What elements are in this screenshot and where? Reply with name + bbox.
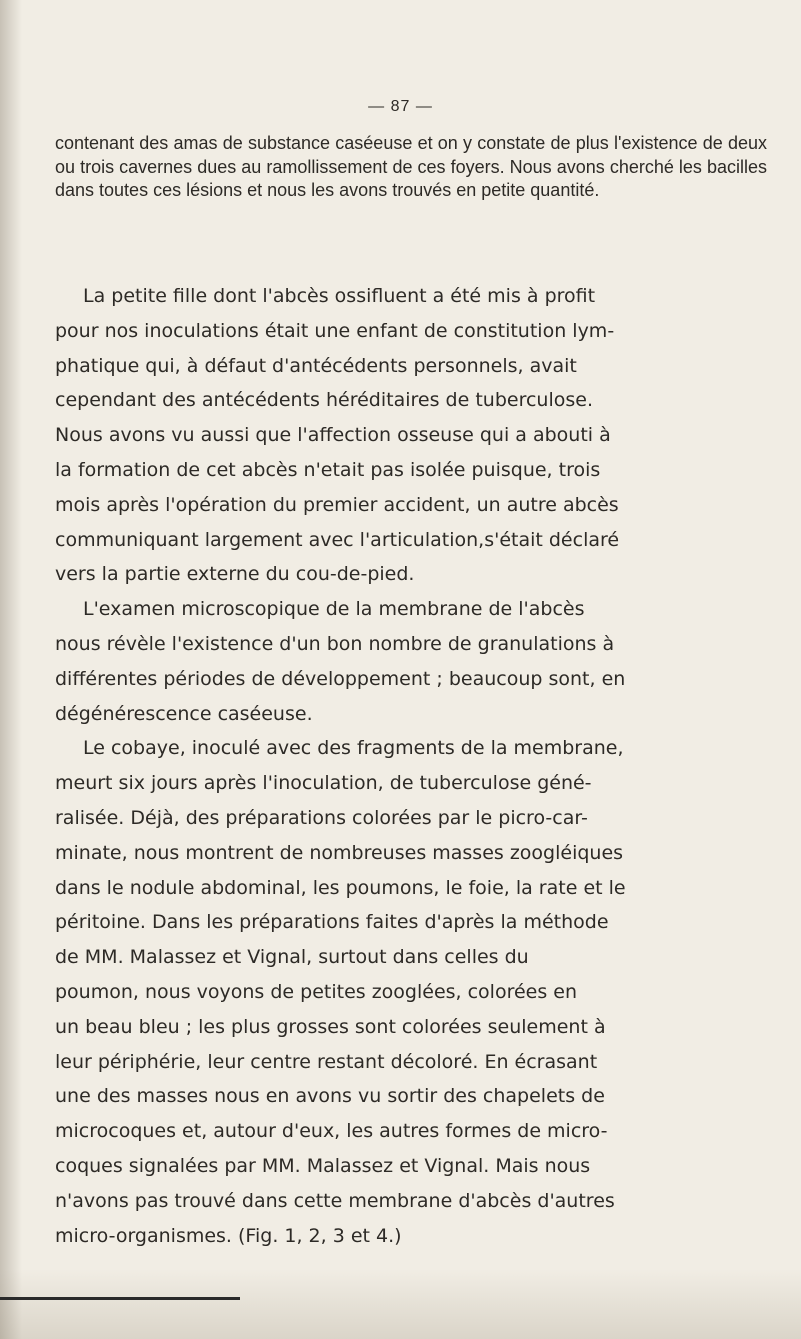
text-line: La petite fille dont l'abcès ossifluent a été mis à profit	[83, 285, 596, 307]
text-line: microcoques et, autour d'eux, les autres formes de micro-	[55, 1120, 608, 1143]
page-number: — 87 —	[368, 98, 433, 115]
text-line: ralisée. Déjà, des préparations colorées par le picro-car-	[55, 806, 588, 829]
text-line: communiquant largement avec l'articulation,s'était déclaré	[55, 528, 620, 551]
text-line: minate, nous montrent de nombreuses masses zoogléiques	[55, 841, 624, 864]
text-line: de MM. Malassez et Vignal, surtout dans celles du	[55, 946, 529, 969]
text-line: phatique qui, à défaut d'antécédents personnels, avait	[55, 354, 577, 377]
text-line: poumon, nous voyons de petites zooglées, colorées en	[55, 980, 578, 1003]
page-bottom-shadow	[0, 1269, 801, 1339]
text-line: nous révèle l'existence d'un bon nombre de granulations à	[55, 632, 615, 655]
text-line: dégénérescence caséeuse.	[55, 702, 313, 725]
text-line: coques signalées par MM. Malassez et Vignal. Mais nous	[55, 1154, 591, 1177]
text-line: pour nos inoculations était une enfant de constitution lym-	[55, 319, 615, 342]
page-binding-shadow	[0, 0, 22, 1339]
text-line: Le cobaye, inoculé avec des fragments de la membrane,	[83, 737, 624, 760]
paragraph-continued: contenant des amas de substance caséeuse et on y constate de plus l'existence de deux ou trois cavernes dues au ramollissement de ces foyers. Nous avons cherché les bacilles dans toutes ces lésions et nous les avons trouvés en petite quantité.	[55, 133, 767, 200]
text-line: L'examen microscopique de la membrane de l'abcès	[83, 598, 585, 621]
text-line: cependant des antécédents héréditaires de tuberculose.	[55, 389, 593, 412]
text-line: n'avons pas trouvé dans cette membrane d'abcès d'autres	[55, 1189, 615, 1212]
text-line: la formation de cet abcès n'etait pas isolée puisque, trois	[55, 458, 601, 481]
text-line: un beau bleu ; les plus grosses sont colorées seulement à	[55, 1015, 606, 1038]
text-line: Nous avons vu aussi que l'affection osseuse qui a abouti à	[55, 424, 611, 447]
text-line: meurt six jours après l'inoculation, de tuberculose géné-	[55, 772, 592, 795]
text-line: mois après l'opération du premier accident, un autre abcès	[55, 493, 619, 516]
text-line: micro-organismes. (Fig. 1, 2, 3 et 4.)	[55, 1224, 402, 1247]
text-line: une des masses nous en avons vu sortir des chapelets de	[55, 1085, 605, 1108]
text-line: leur périphérie, leur centre restant décoloré. En écrasant	[55, 1050, 598, 1073]
text-line: dans le nodule abdominal, les poumons, le foie, la rate et le	[55, 876, 626, 899]
page-edge-line	[0, 1297, 240, 1300]
text-line: péritoine. Dans les préparations faites d'après la méthode	[55, 911, 609, 934]
main-text-block	[55, 279, 771, 1253]
text-line: vers la partie externe du cou-de-pied.	[55, 563, 415, 586]
text-line: différentes périodes de développement ; beaucoup sont, en	[55, 667, 626, 690]
